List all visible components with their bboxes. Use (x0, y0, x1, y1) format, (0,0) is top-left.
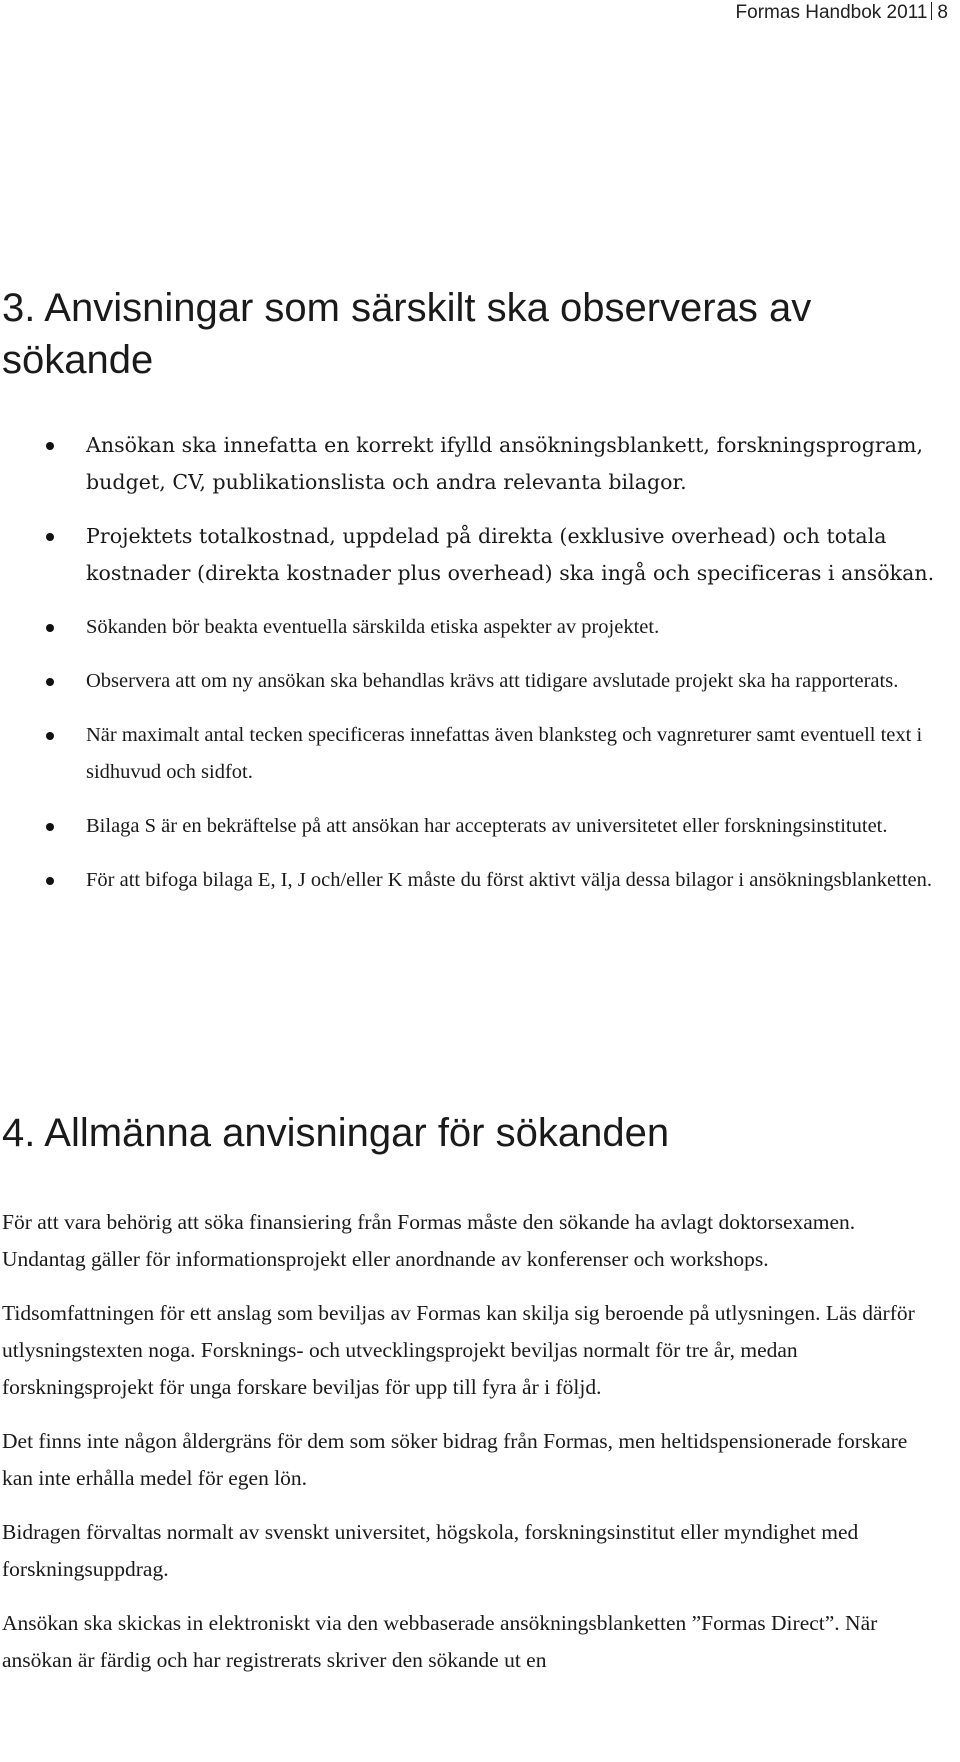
paragraph: Bidragen förvaltas normalt av svenskt universitet, högskola, forskningsinstitut eller myndighet med forskningsuppdrag. (2, 1520, 859, 1581)
list-item (0, 862, 940, 899)
bullet-icon (46, 732, 54, 740)
paragraph: För att vara behörig att söka finansiering från Formas måste den sökande ha avlagt doktorsexamen. Undantag gäller för informationsprojekt eller anordnande av konferenser och workshops. (2, 1210, 856, 1271)
list-item-text: Bilaga S är en bekräftelse på att ansökan har accepterats av universitetet eller forskningsinstitutet. (86, 815, 888, 837)
paragraph: Tidsomfattningen för ett anslag som beviljas av Formas kan skilja sig beroende på utlysningen. Läs därför utlysningstexten noga. Forsknings- och utvecklingsprojekt beviljas normalt för tre år, medan forskningsprojekt för unga forskare beviljas för upp till fyra år i följd. (2, 1301, 915, 1399)
list-item (0, 518, 940, 592)
list-item (0, 717, 940, 791)
paragraph: Ansökan ska skickas in elektroniskt via den webbaserade ansökningsblanketten ”Formas Direct”. När ansökan är färdig och har registrerats skriver den sökande ut en (2, 1611, 878, 1672)
list-item-text: Projektets totalkostnad, uppdelad på direkta (exklusive overhead) och totala kostnader (direkta kostnader plus overhead) ska ingå och specificeras i ansökan. (86, 524, 935, 585)
page-header (736, 0, 948, 26)
list-item-text: Ansökan ska innefatta en korrekt ifylld ansökningsblankett, forskningsprogram, budget, CV, publikationslista och andra relevanta bilagor. (86, 433, 924, 494)
document-title: Formas Handbok 2011 (735, 2, 928, 23)
list-item (0, 609, 940, 646)
list-item-text: När maximalt antal tecken specificeras innefattas även blanksteg och vagnreturer samt eventuell text i sidhuvud och sidfot. (86, 724, 923, 783)
bullet-icon (46, 823, 54, 831)
list-item (0, 663, 940, 700)
list-item (0, 427, 940, 501)
bullet-icon (46, 533, 54, 541)
bullet-icon (46, 678, 54, 686)
list-item (0, 808, 940, 845)
list-item-text: Observera att om ny ansökan ska behandlas krävs att tidigare avslutade projekt ska ha rapporterats. (86, 670, 899, 692)
section-4-body (2, 1204, 942, 1696)
bullet-icon (46, 877, 54, 885)
list-item-text: För att bifoga bilaga E, I, J och/eller K måste du först aktivt välja dessa bilagor i ansökningsblanketten. (86, 869, 932, 891)
section-3-heading: 3. Anvisningar som särskilt ska observeras av sökande (2, 286, 812, 382)
paragraph: Det finns inte någon åldergräns för dem som söker bidrag från Formas, men heltidspensionerade forskare kan inte erhålla medel för egen lön. (2, 1429, 908, 1490)
section-4-heading: 4. Allmänna anvisningar för sökanden (2, 1111, 670, 1155)
bullet-icon (46, 442, 54, 450)
header-separator (931, 2, 932, 20)
list-item-text: Sökanden bör beakta eventuella särskilda etiska aspekter av projektet. (86, 616, 660, 638)
page-number: 8 (937, 2, 948, 23)
requirements-list (0, 427, 940, 916)
bullet-icon (46, 624, 54, 632)
